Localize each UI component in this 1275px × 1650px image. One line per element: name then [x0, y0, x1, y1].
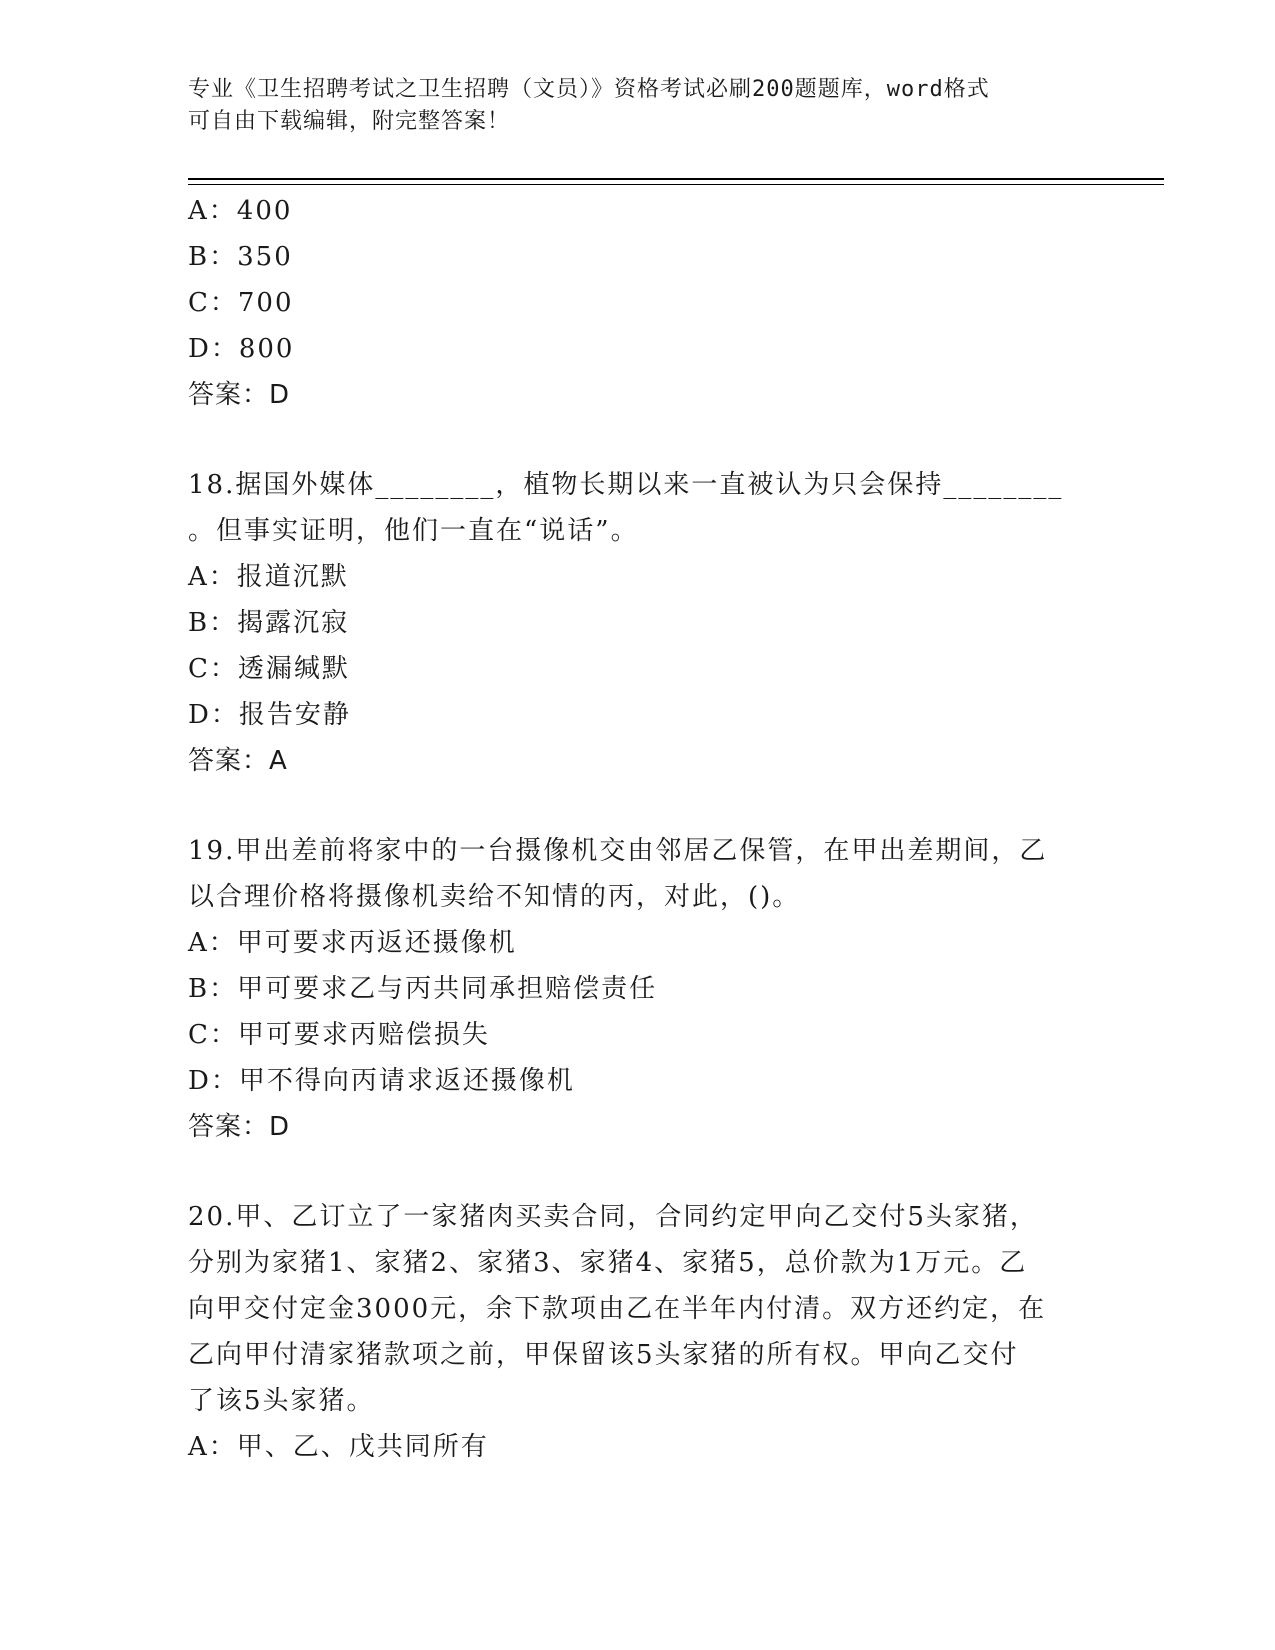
answer: 答案：D: [188, 1112, 291, 1142]
option-d: D：报告安静: [188, 700, 351, 730]
option-b: B：甲可要求乙与丙共同承担赔偿责任: [188, 974, 658, 1004]
option-c: C：700: [188, 288, 294, 318]
header-divider-thick: [188, 178, 1164, 180]
question-stem-line: 乙向甲付清家猪款项之前，甲保留该5头家猪的所有权。甲向乙交付: [188, 1340, 1019, 1370]
header-title-line-2: 可自由下载编辑，附完整答案！: [188, 109, 511, 134]
option-a: A：400: [188, 196, 293, 226]
question-stem-line: 向甲交付定金3000元，余下款项由乙在半年内付清。双方还约定，在: [188, 1294, 1047, 1324]
option-c: C：透漏缄默: [188, 654, 350, 684]
question-content: [188, 188, 1088, 1470]
option-b: B：揭露沉寂: [188, 608, 350, 638]
option-b: B：350: [188, 242, 293, 272]
question-17: [188, 188, 1088, 418]
option-d: D：800: [188, 334, 295, 364]
answer: 答案：A: [188, 746, 288, 776]
question-stem-line: 18.据国外媒体________，植物长期以来一直被认为只会保持________: [188, 470, 1064, 500]
question-stem-line: 19.甲出差前将家中的一台摄像机交由邻居乙保管，在甲出差期间，乙: [188, 836, 1048, 866]
option-a: A：报道沉默: [188, 562, 349, 592]
option-c: C：甲可要求丙赔偿损失: [188, 1020, 490, 1050]
question-stem-line: 分别为家猪1、家猪2、家猪3、家猪4、家猪5，总价款为1万元。乙: [188, 1248, 1028, 1278]
answer: 答案：D: [188, 380, 291, 410]
question-18: [188, 462, 1088, 784]
option-a: A：甲、乙、戊共同所有: [188, 1432, 489, 1462]
header-title-line-1: 专业《卫生招聘考试之卫生招聘（文员）》资格考试必刷200题题库，word格式: [188, 77, 990, 102]
document-header: [188, 74, 1068, 138]
header-divider-thin: [188, 184, 1164, 185]
question-20: [188, 1194, 1088, 1470]
question-19: [188, 828, 1088, 1150]
question-stem-line: 。但事实证明，他们一直在“说话”。: [188, 516, 639, 546]
question-stem-line: 了该5头家猪。: [188, 1386, 375, 1416]
option-a: A：甲可要求丙返还摄像机: [188, 928, 517, 958]
question-stem-line: 20.甲、乙订立了一家猪肉买卖合同，合同约定甲向乙交付5头家猪，: [188, 1202, 1038, 1232]
question-stem-line: 以合理价格将摄像机卖给不知情的丙，对此，()。: [188, 882, 801, 912]
option-d: D：甲不得向丙请求返还摄像机: [188, 1066, 575, 1096]
